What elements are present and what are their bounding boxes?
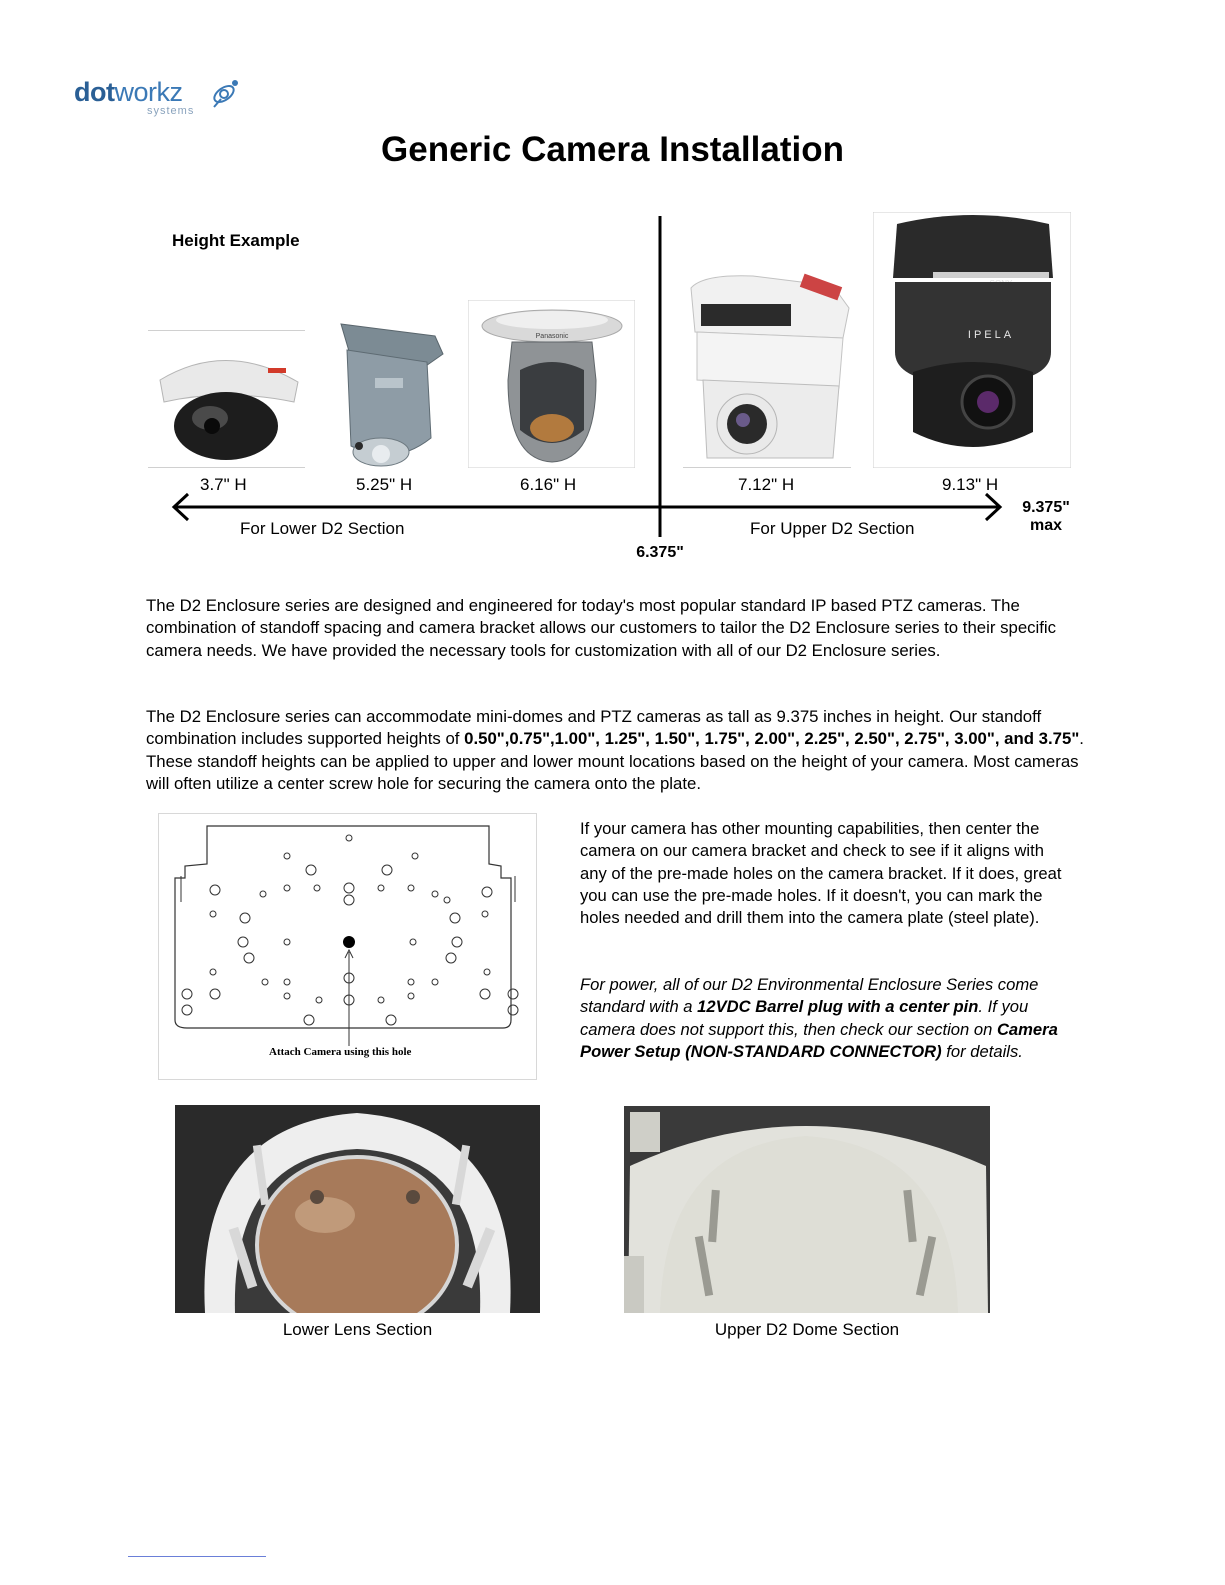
camera-height-label: 6.16" H [520, 475, 577, 494]
standoff-heights: 0.50",0.75",1.00", 1.25", 1.50", 1.75", 2.00", 2.25", 2.50", 2.75", 3.00", and 3.75" [464, 729, 1080, 749]
power-text-part1: For power, all of our D2 Environmental Enclosure Series come standard with a [580, 975, 1039, 1017]
camera-height-label: 3.7" H [200, 475, 247, 494]
logo-wordmark [74, 79, 183, 106]
plate-diagram-caption: Attach Camera using this hole [269, 1046, 412, 1058]
svg-text:Panasonic: Panasonic [535, 333, 569, 340]
lower-section-label: For Lower D2 Section [240, 519, 405, 538]
lower-lens-section-photo [175, 1105, 540, 1313]
footer-link-line[interactable] [128, 1556, 266, 1557]
upper-dome-section-photo [624, 1106, 990, 1313]
max-height-suffix: max [1029, 517, 1063, 534]
company-logo [74, 75, 274, 125]
height-example-heading: Height Example [172, 231, 300, 250]
standoff-intro: The D2 Enclosure series can accommodate mini-domes and PTZ cameras as tall as 9.375 inches in height. Our standoff combination includes supported heights of [146, 707, 1042, 749]
power-text-bold2: Camera Power Setup (NON-STANDARD CONNECTOR) [580, 1019, 1058, 1061]
plate-drawing [159, 814, 536, 1079]
logo-brand-rest: workz [114, 77, 183, 107]
lower-lens-caption: Lower Lens Section [282, 1320, 433, 1339]
max-height-label [1014, 499, 1078, 535]
standoff-paragraph [146, 706, 1091, 795]
upper-dome-caption: Upper D2 Dome Section [714, 1320, 900, 1339]
power-text-part2: . If you camera does not support this, then check our section on [580, 997, 1029, 1039]
max-height-value: 9.375" [1022, 499, 1070, 516]
power-instructions [580, 974, 1070, 1063]
camera-height-label: 5.25" H [356, 475, 413, 494]
power-text-bold1: 12VDC Barrel plug with a center pin [697, 997, 979, 1017]
center-mount-hole [343, 936, 355, 948]
camera-plate-diagram [158, 813, 537, 1080]
upper-section-label: For Upper D2 Section [750, 519, 915, 538]
camera-height-label: 9.13" H [942, 475, 999, 494]
height-scale-arrow [160, 210, 1020, 550]
logo-brand-bold: dot [74, 77, 115, 107]
page-title: Generic Camera Installation [381, 130, 844, 169]
divider-height-label: 6.375" [636, 544, 684, 561]
power-text-part3: for details. [941, 1041, 1023, 1061]
logo-subtitle: systems [147, 105, 195, 117]
mounting-instructions: If your camera has other mounting capabilities, then center the camera on our camera bracket and check to see if it aligns with any of the pre-made holes on the camera bracket. If it does, great you can use the pre-made holes. If it doesn't, you can mark the holes needed and drill them into the camera plate (steel plate). [580, 819, 1062, 928]
svg-text:IPELA: IPELA [967, 329, 1015, 341]
camera-height-label: 7.12" H [738, 475, 795, 494]
standoff-rest: . These standoff heights can be applied to upper and lower mount locations based on the height of your camera. Most cameras will often utilize a center screw hole for securing the camera onto the plate. [146, 729, 1084, 793]
intro-paragraph: The D2 Enclosure series are designed and engineered for today's most popular standard IP based PTZ cameras. The combination of standoff spacing and camera bracket allows our customers to tailor the D2 Enclosure series to their specific camera needs. We have provided the necessary tools for customization with all of our D2 Enclosure series. [146, 596, 1057, 660]
logo-orbit-icon [208, 77, 242, 111]
